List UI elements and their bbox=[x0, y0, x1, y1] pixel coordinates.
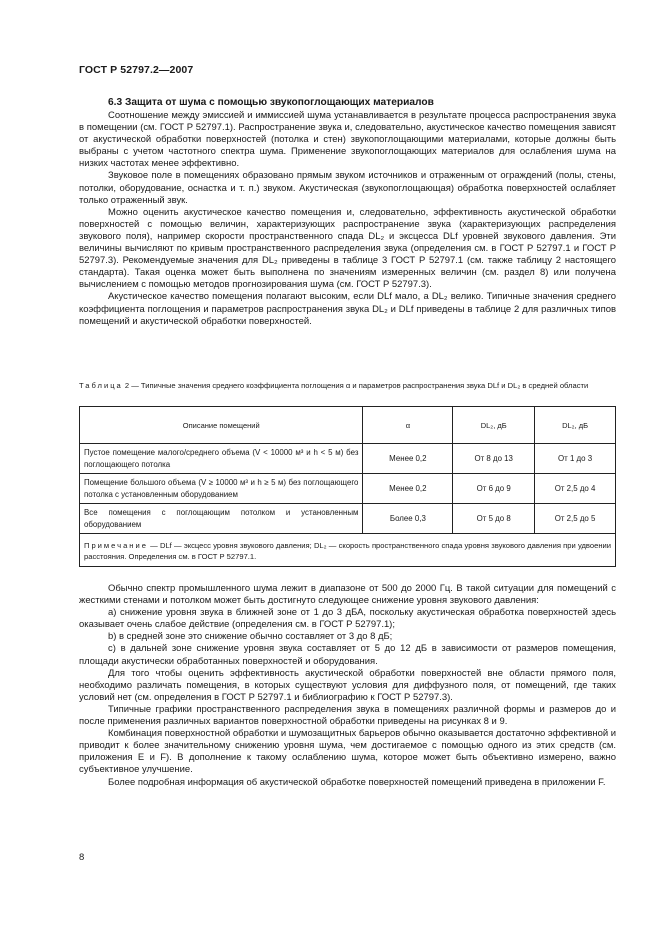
table-cell: От 6 до 9 bbox=[453, 474, 535, 504]
table-note bbox=[80, 534, 616, 567]
table-cell: Менее 0,2 bbox=[363, 444, 453, 474]
table-note-label: Примечание bbox=[84, 541, 148, 550]
table-caption-text: 2 — Типичные значения среднего коэффициента поглощения α и параметров распространения звука DLf и DL₂ в средней области bbox=[122, 381, 589, 390]
list-item: a) снижение уровня звука в ближней зоне от 1 до 3 дБА, поскольку акустическая обработка поверхностей здесь оказывает очень слабое действие (определения см. в ГОСТ Р 52797.1); bbox=[79, 607, 616, 631]
paragraph: Типичные графики пространственного распределения звука в помещениях различной формы и размеров до и после применения различных вариантов поверхностной обработки приведены на рисунках 8 и 9. bbox=[79, 703, 616, 728]
paragraph: Акустическое качество помещения полагают высоким, если DLf мало, а DL₂ велико. Типичные значения среднего коэффициента поглощения и параметров распространения звука DL₂ и DLf приведены в таблице 2 для различных типов помещений и акустической обработки поверхностей. bbox=[79, 291, 616, 327]
table-row bbox=[80, 474, 616, 504]
table-cell: Все помещения с поглощающим потолком и установленным оборудованием bbox=[80, 504, 363, 534]
paragraph: Более подробная информация об акустической обработке поверхностей помещений приведена в приложении F. bbox=[108, 776, 606, 788]
column-header: Описание помещений bbox=[80, 407, 363, 444]
paragraph: Соотношение между эмиссией и иммиссией шума устанавливается в результате процесса распространения звука в помещении (см. ГОСТ Р 52797.1). Распространение звука и, следовательно, акустическое качество помещения зависят от акустической обработки поверхностей (потолка и стен) звукопоглощающими материалами, которые должны быть выбраны с учетом частотного спектра шума. Применение звукопоглощающих материалов для ослабления шума на низких частотах менее эффективно. bbox=[79, 110, 616, 170]
paragraph: Обычно спектр промышленного шума лежит в диапазоне от 500 до 2000 Гц. В такой ситуации для помещений с жесткими стенами и потолком может быть достигнуто следующее снижение уровня звукового давления: bbox=[79, 583, 616, 607]
column-header: DL₂, дБ bbox=[453, 407, 535, 444]
paragraph: Комбинация поверхностной обработки и шумозащитных барьеров обычно оказывается достаточно эффективной и приводит к более значительному снижению уровня шума, чем достигаемое с помощью одного из этих средств (см. приложения Е и F). В дополнение к такому ослаблению шума, которое может быть объективно измерено, важно субъективное улучшение. bbox=[79, 728, 616, 776]
table-caption-label: Таблица bbox=[79, 381, 123, 390]
table-row bbox=[80, 444, 616, 474]
list-item: b) в средней зоне это снижение обычно составляет от 3 до 8 дБ; bbox=[108, 631, 393, 643]
section-heading: 6.3 Защита от шума с помощью звукопоглощающих материалов bbox=[108, 97, 434, 108]
table-caption bbox=[79, 380, 616, 391]
document-code-header: ГОСТ Р 52797.2—2007 bbox=[79, 64, 194, 76]
paragraph: Можно оценить акустическое качество помещения и, следовательно, эффективность акустической обработки поверхностей с помощью величин, характеризующих распространение звука (характеризующих распределения звукового поля), например скорости пространственного спада DL₂ и эксцесса DLf уровней звукового давления. Эти величины вычисляют по кривым пространственного распределения звука (определения см. в ГОСТ Р 52797.1 и ГОСТ Р 52797.3). Рекомендуемые значения для DL₂ приведены в таблице 3 ГОСТ Р 52797.1 (см. также таблицу 2 настоящего стандарта). Такая оценка может быть выполнена по значениям измеренных величин (см. раздел 8) или получена вычислением с помощью методов прогнозирования шума (см. ГОСТ Р 52797.3). bbox=[79, 206, 616, 291]
table-cell: От 8 до 13 bbox=[453, 444, 535, 474]
paragraph: Для того чтобы оценить эффективность акустической обработки поверхностей вне области прямого поля, необходимо различать помещения, в которых существуют условия для диффузного поля, от помещений, где таких условий нет (см. определения в ГОСТ Р 52797.1 и библиографию к ГОСТ Р 52797.3). bbox=[79, 667, 616, 703]
table-cell: Помещение большого объема (V ≥ 10000 м³ и h ≥ 5 м) без поглощающего потолка с установленным оборудованием bbox=[80, 474, 363, 504]
table-cell: От 2,5 до 4 bbox=[535, 474, 616, 504]
list-item: c) в дальней зоне снижение уровня звука составляет от 5 до 12 дБ в зависимости от размеров помещения, площади акустически обработанных поверхностей и оборудования. bbox=[79, 643, 616, 667]
table-cell: Пустое помещение малого/среднего объема (V < 10000 м³ и h < 5 м) без поглощающего потолка bbox=[80, 444, 363, 474]
table-note-text: — DLf — эксцесс уровня звукового давления; DL₂ — скорость пространственного спада уровня звукового давления при удвоении расстояния. Определения см. в ГОСТ Р 52797.1. bbox=[84, 541, 611, 561]
table-cell: От 2,5 до 5 bbox=[535, 504, 616, 534]
column-header: DL₂, дБ bbox=[535, 407, 616, 444]
table-cell: Менее 0,2 bbox=[363, 474, 453, 504]
data-table bbox=[79, 406, 616, 567]
column-header: α bbox=[363, 407, 453, 444]
table-row bbox=[80, 504, 616, 534]
body-text-bottom bbox=[79, 583, 616, 789]
page-number: 8 bbox=[79, 852, 85, 863]
table-cell: От 1 до 3 bbox=[535, 444, 616, 474]
table-cell: От 5 до 8 bbox=[453, 504, 535, 534]
table-header-row bbox=[80, 407, 616, 444]
table-cell: Более 0,3 bbox=[363, 504, 453, 534]
paragraph: Звуковое поле в помещениях образовано прямым звуком источников и отраженным от ограждений (полы, стены, потолки, оборудование, оснастка и т. п.) звуком. Акустическая (звукопоглощающая) обработка поверхностей ослабляет только отраженный звук. bbox=[79, 170, 616, 206]
table-note-row bbox=[80, 534, 616, 567]
body-text-top bbox=[79, 110, 616, 328]
